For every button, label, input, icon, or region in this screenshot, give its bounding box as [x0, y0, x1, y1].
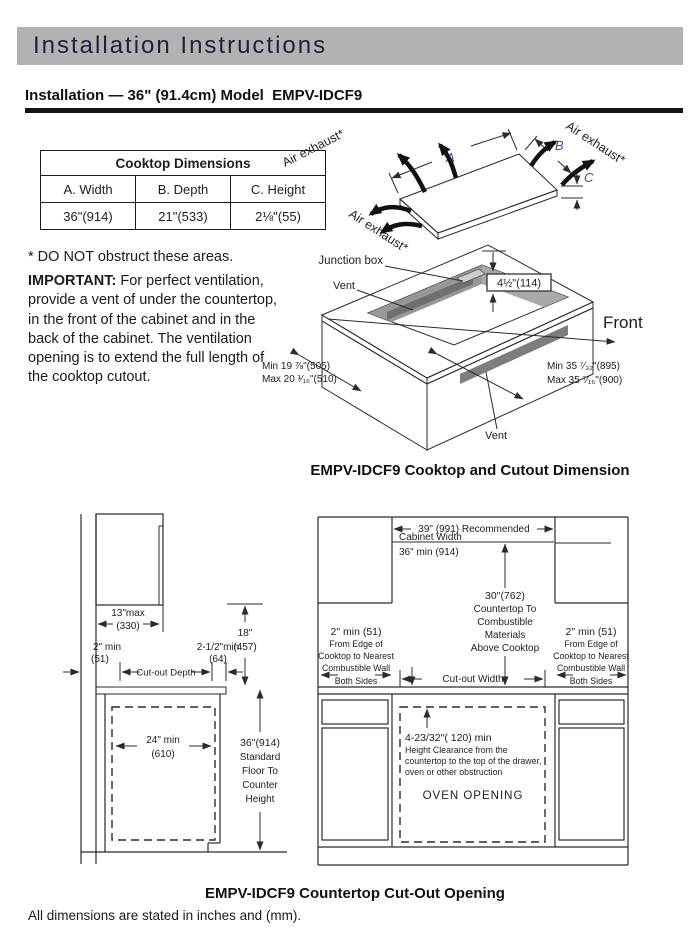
counter-height-l4: Height [245, 794, 275, 805]
counter-height-l2: Floor To [242, 766, 278, 777]
air-exhaust-label-top-left: Air exhaust* [280, 126, 347, 170]
svg-text:From Edge of: From Edge of [329, 639, 383, 649]
side-view [63, 514, 287, 864]
svg-text:Combustible Wall: Combustible Wall [321, 663, 391, 673]
left-door [322, 728, 388, 840]
width-min-label: Min 35 ⁷⁄₃₂"(895) [547, 361, 620, 372]
upper-height-mm: (457) [233, 642, 257, 653]
front-direction-line [328, 319, 615, 342]
wall-gap-label: 2" min [93, 642, 122, 653]
col-header-depth: B. Depth [136, 176, 231, 203]
counter-height-value: 36"(914) [240, 737, 280, 749]
cab-width-min: 36" min (914) [399, 547, 459, 558]
air-exhaust-label-bottom-left: Air exhaust* [346, 206, 411, 256]
front-label: Front [603, 313, 643, 332]
value-depth: 21"(533) [136, 203, 231, 230]
page-title: Installation Instructions [33, 32, 328, 59]
above-clearance-l3: Materials [484, 630, 526, 641]
upper-depth-mm: (330) [116, 621, 140, 632]
svg-text:Both Sides: Both Sides [569, 676, 613, 686]
svg-text:2" min (51): 2" min (51) [330, 626, 382, 638]
diagram1-caption: EMPV-IDCF9 Cooktop and Cutout Dimension [310, 462, 630, 479]
above-clearance-l4: Above Cooktop [470, 643, 540, 654]
left-drawer [322, 700, 388, 724]
section-heading: Installation — 36" (91.4cm) Model EMPV-IDCF9 [25, 87, 363, 104]
air-exhaust-label-top-right: Air exhaust* [563, 118, 628, 168]
col-header-height: C. Height [231, 176, 326, 203]
base-cabinet-dashed [112, 707, 215, 840]
value-width: 36"(914) [41, 203, 136, 230]
cutout-depth-label: Cut-out Depth [136, 667, 196, 679]
back-gap-label: 2-1/2"min [196, 642, 240, 653]
depth-max-label: Max 20 ¹⁄₁₆"(510) [262, 374, 337, 385]
cutout-opening-diagram [55, 500, 700, 885]
svg-text:Cooktop to Nearest: Cooktop to Nearest [318, 651, 394, 661]
counter-height-l1: Standard [239, 752, 281, 763]
base-depth-label: 24" min [146, 735, 180, 746]
counter-height-l3: Counter [242, 780, 278, 791]
obstruct-note: * DO NOT obstruct these areas. [28, 249, 234, 265]
dim-c [561, 170, 594, 210]
cutout-width-label: Cut-out Width [442, 674, 504, 685]
upper-height-label: 18" [237, 628, 253, 639]
important-text: For perfect ventilation, provide a vent of under the countertop, in the front of the cabinet and in the back of the cabinet. The ventilation opening is to extend the full length of the cooktop cutout. [28, 273, 278, 386]
right-door [559, 728, 624, 840]
back-gap-mm: (64) [209, 654, 227, 665]
above-clearance-l1: Countertop To [473, 604, 537, 615]
dim-b-label: B [555, 138, 564, 153]
dim-a [389, 129, 517, 193]
cutout-depth-dim [262, 355, 361, 391]
svg-text:Combustible Wall: Combustible Wall [556, 663, 626, 673]
width-max-label: Max 35 ⁷⁄₁₆"(900) [547, 375, 623, 386]
upper-depth-label: 13"max [111, 608, 145, 619]
oven-clearance-l2: countertop to the top of the drawer, [405, 756, 542, 766]
title-bar [17, 27, 683, 65]
junction-box-leader [385, 266, 463, 281]
rim-depth-label: 4½"(114) [496, 277, 542, 290]
oven-clearance-l1: Height Clearance from the [405, 745, 508, 755]
oven-clearance-l3: oven or other obstruction [405, 767, 503, 777]
depth-min-label: Min 19 ⅞"(505) [262, 361, 331, 372]
table-title: Cooktop Dimensions [41, 151, 326, 176]
cab-width-label: 39" (991) Recommended [418, 524, 530, 535]
oven-opening-label: OVEN OPENING [422, 790, 524, 802]
diagram2-caption: EMPV-IDCF9 Countertop Cut-Out Opening [205, 885, 505, 902]
wall-gap-mm: (51) [91, 654, 109, 665]
right-drawer [559, 700, 624, 724]
svg-text:Both Sides: Both Sides [334, 676, 378, 686]
cooktop-slab [400, 154, 557, 239]
above-clearance-l2: Combustible [477, 617, 533, 628]
value-height: 2⅛"(55) [231, 203, 326, 230]
oven-clearance-value: 4-23/32"( 120) min [405, 732, 492, 744]
cooktop-cutout-diagram [235, 112, 700, 464]
side-clearance-left [318, 626, 394, 686]
countertop-side [96, 687, 226, 694]
dim-c-label: C [584, 170, 594, 185]
important-label: IMPORTANT: [28, 273, 117, 289]
col-header-width: A. Width [41, 176, 136, 203]
svg-text:2" min (51): 2" min (51) [565, 626, 617, 638]
vent-bottom-label: Vent [485, 430, 508, 442]
vent-top-label: Vent [332, 280, 355, 292]
svg-text:Cooktop to Nearest: Cooktop to Nearest [553, 651, 629, 661]
air-exhaust-arrows [371, 142, 593, 232]
side-clearance-right [553, 626, 629, 686]
svg-text:From Edge of: From Edge of [564, 639, 618, 649]
footer-note: All dimensions are stated in inches and (mm). [28, 908, 302, 923]
front-view [318, 517, 629, 865]
cab-width-label2: Cabinet Width [399, 532, 462, 543]
above-clearance-value: 30"(762) [485, 590, 525, 602]
base-depth-mm: (610) [151, 749, 175, 760]
junction-box-label: Junction box [318, 255, 383, 267]
dim-a-label: A [446, 150, 455, 165]
